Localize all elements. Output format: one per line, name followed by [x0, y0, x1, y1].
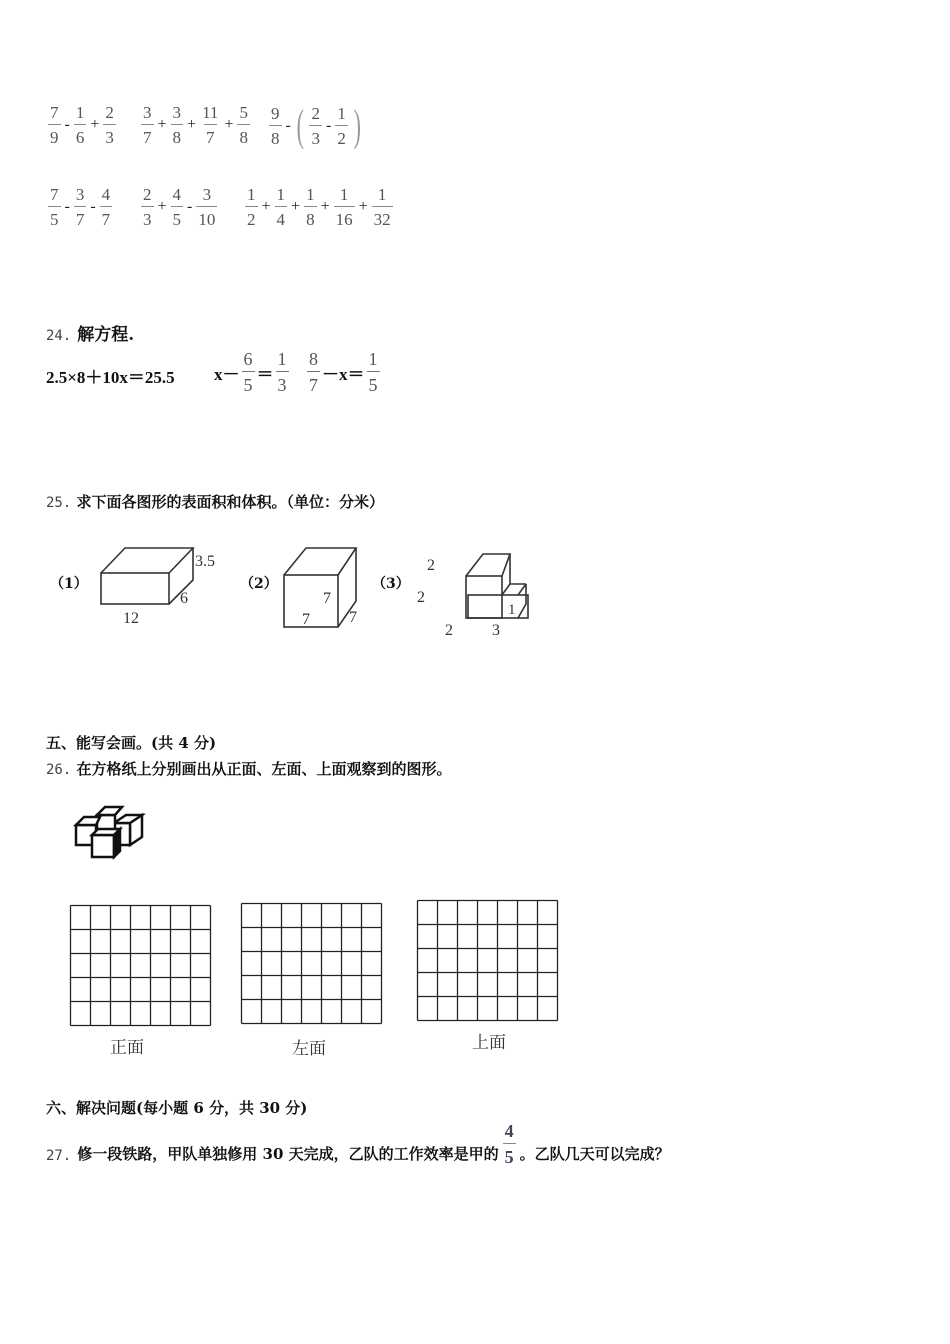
numerator: 4	[172, 185, 182, 204]
equation-3: $\frac{8}{7}$ －x＝ $\frac{1}{5}$	[309, 349, 378, 395]
operator: -	[90, 198, 96, 215]
composite-solid-figure	[412, 550, 532, 640]
numerator: 3	[172, 103, 182, 122]
fraction	[335, 105, 348, 147]
question-25-title: 25. 求下面各图形的表面积和体积。（单位：分米）	[46, 493, 385, 511]
operator: +	[157, 116, 167, 133]
operator: -	[325, 117, 332, 134]
fraction	[48, 104, 61, 146]
numerator: 4	[101, 185, 111, 204]
operator: -	[64, 198, 70, 215]
denominator: 8	[304, 206, 317, 228]
question-27: 27. 修一段铁路，甲队单独修用 30 天完成，乙队的工作效率是甲的 $\frac{4}{5}$ 。乙队几天可以完成？	[46, 1121, 670, 1167]
fraction	[74, 186, 87, 228]
fraction	[200, 104, 220, 146]
denominator: 5	[171, 206, 184, 228]
operator: -	[285, 117, 291, 134]
denominator: 10	[196, 206, 217, 228]
fraction	[171, 186, 184, 228]
operator: +	[320, 198, 330, 215]
numerator: 1	[337, 104, 346, 123]
svg-text:7: 7	[323, 590, 331, 607]
operator: -	[187, 198, 193, 215]
fraction: $\frac{4}{5}$	[504, 1121, 514, 1167]
numerator: 1	[75, 103, 85, 122]
figure-1-label: （1）	[50, 576, 88, 592]
numerator: 9	[271, 104, 280, 123]
denominator: 3	[141, 206, 154, 228]
denominator: 7	[100, 206, 113, 228]
expression	[139, 104, 252, 146]
denominator: 16	[334, 206, 355, 228]
question-26-title: 26. 在方格纸上分别画出从正面、左面、上面观察到的图形。	[46, 760, 452, 778]
fraction: $\frac{1}{3}$	[277, 349, 287, 395]
cube-stack-figure	[70, 805, 155, 867]
section-5-title: 五、能写会画。(共 4 分)	[46, 734, 217, 752]
denominator: 4	[275, 206, 288, 228]
numerator: 2	[105, 103, 114, 122]
operator: +	[358, 198, 368, 215]
numerator: 1	[306, 185, 315, 204]
numerator: 2	[143, 185, 152, 204]
svg-text:7: 7	[302, 611, 310, 628]
fraction	[309, 105, 322, 147]
figure-3-label: （3）	[372, 576, 410, 592]
expression	[267, 101, 364, 150]
numerator: 7	[50, 103, 59, 122]
section-6-title: 六、解决问题(每小题 6 分，共 30 分)	[46, 1099, 308, 1117]
fraction	[141, 186, 154, 228]
fraction	[372, 186, 393, 228]
grid-top[interactable]	[416, 899, 559, 1022]
fraction	[304, 186, 317, 228]
equation-2: x－ $\frac{6}{5}$ ＝ $\frac{1}{3}$	[214, 349, 287, 395]
fraction	[100, 186, 113, 228]
denominator: 5	[48, 206, 61, 228]
cube-figure	[278, 545, 368, 633]
svg-text:3: 3	[492, 622, 500, 639]
svg-text:1: 1	[508, 602, 516, 618]
denominator: 8	[237, 124, 250, 146]
width-label: 6	[180, 590, 188, 607]
grid-caption-top: 上面	[472, 1033, 506, 1053]
grid-caption-left: 左面	[292, 1039, 326, 1059]
length-label: 12	[123, 610, 139, 627]
svg-text:7: 7	[349, 609, 357, 626]
svg-text:2: 2	[417, 589, 425, 606]
numerator: 7	[50, 185, 59, 204]
equation-1: 2.5×8＋10x＝25.5	[46, 367, 175, 387]
numerator: 3	[75, 185, 85, 204]
numerator: 3	[202, 185, 212, 204]
grid-caption-front: 正面	[110, 1038, 144, 1058]
grid-front[interactable]	[69, 904, 212, 1027]
svg-text:2: 2	[445, 622, 453, 639]
numerator: 11	[202, 103, 219, 122]
parenthesis: )	[353, 101, 361, 150]
grid-left[interactable]	[240, 902, 383, 1025]
figure-2-label: （2）	[240, 576, 278, 592]
height-label: 3.5	[195, 553, 215, 570]
operator: +	[187, 116, 197, 133]
denominator: 8	[269, 125, 282, 147]
denominator: 2	[335, 125, 348, 147]
question-24-title: 24. 解方程.	[46, 325, 135, 345]
fraction	[171, 104, 184, 146]
fraction: $\frac{6}{5}$	[243, 349, 253, 395]
denominator: 3	[309, 125, 322, 147]
denominator: 8	[171, 124, 184, 146]
numerator: 1	[247, 185, 256, 204]
fraction	[269, 105, 282, 147]
expression	[243, 186, 395, 228]
svg-text:2: 2	[427, 557, 435, 574]
denominator: 9	[48, 124, 61, 146]
denominator: 32	[372, 206, 393, 228]
fraction	[74, 104, 87, 146]
numerator: 3	[143, 103, 152, 122]
operator: +	[291, 198, 301, 215]
fraction: $\frac{1}{5}$	[368, 349, 378, 395]
fraction	[141, 104, 154, 146]
operator: -	[64, 116, 70, 133]
numerator: 5	[239, 103, 248, 122]
fraction	[275, 186, 288, 228]
fraction	[237, 104, 250, 146]
fraction	[334, 186, 355, 228]
denominator: 2	[245, 206, 258, 228]
expression	[139, 186, 219, 228]
numerator: 1	[276, 185, 286, 204]
parenthesis: (	[296, 101, 304, 150]
denominator: 6	[74, 124, 87, 146]
fraction	[103, 104, 116, 146]
operator: +	[224, 116, 234, 133]
denominator: 3	[103, 124, 116, 146]
numerator: 2	[311, 104, 320, 123]
denominator: 7	[204, 124, 217, 146]
fraction: $\frac{8}{7}$	[309, 349, 318, 395]
fraction	[48, 186, 61, 228]
denominator: 7	[74, 206, 87, 228]
denominator: 7	[141, 124, 154, 146]
numerator: 1	[377, 185, 387, 204]
cuboid-figure	[95, 540, 230, 630]
operator: +	[157, 198, 167, 215]
expression	[46, 104, 118, 146]
expression	[46, 186, 114, 228]
numerator: 1	[339, 185, 349, 204]
fraction	[196, 186, 217, 228]
operator: +	[90, 116, 100, 133]
fraction	[245, 186, 258, 228]
operator: +	[261, 198, 271, 215]
